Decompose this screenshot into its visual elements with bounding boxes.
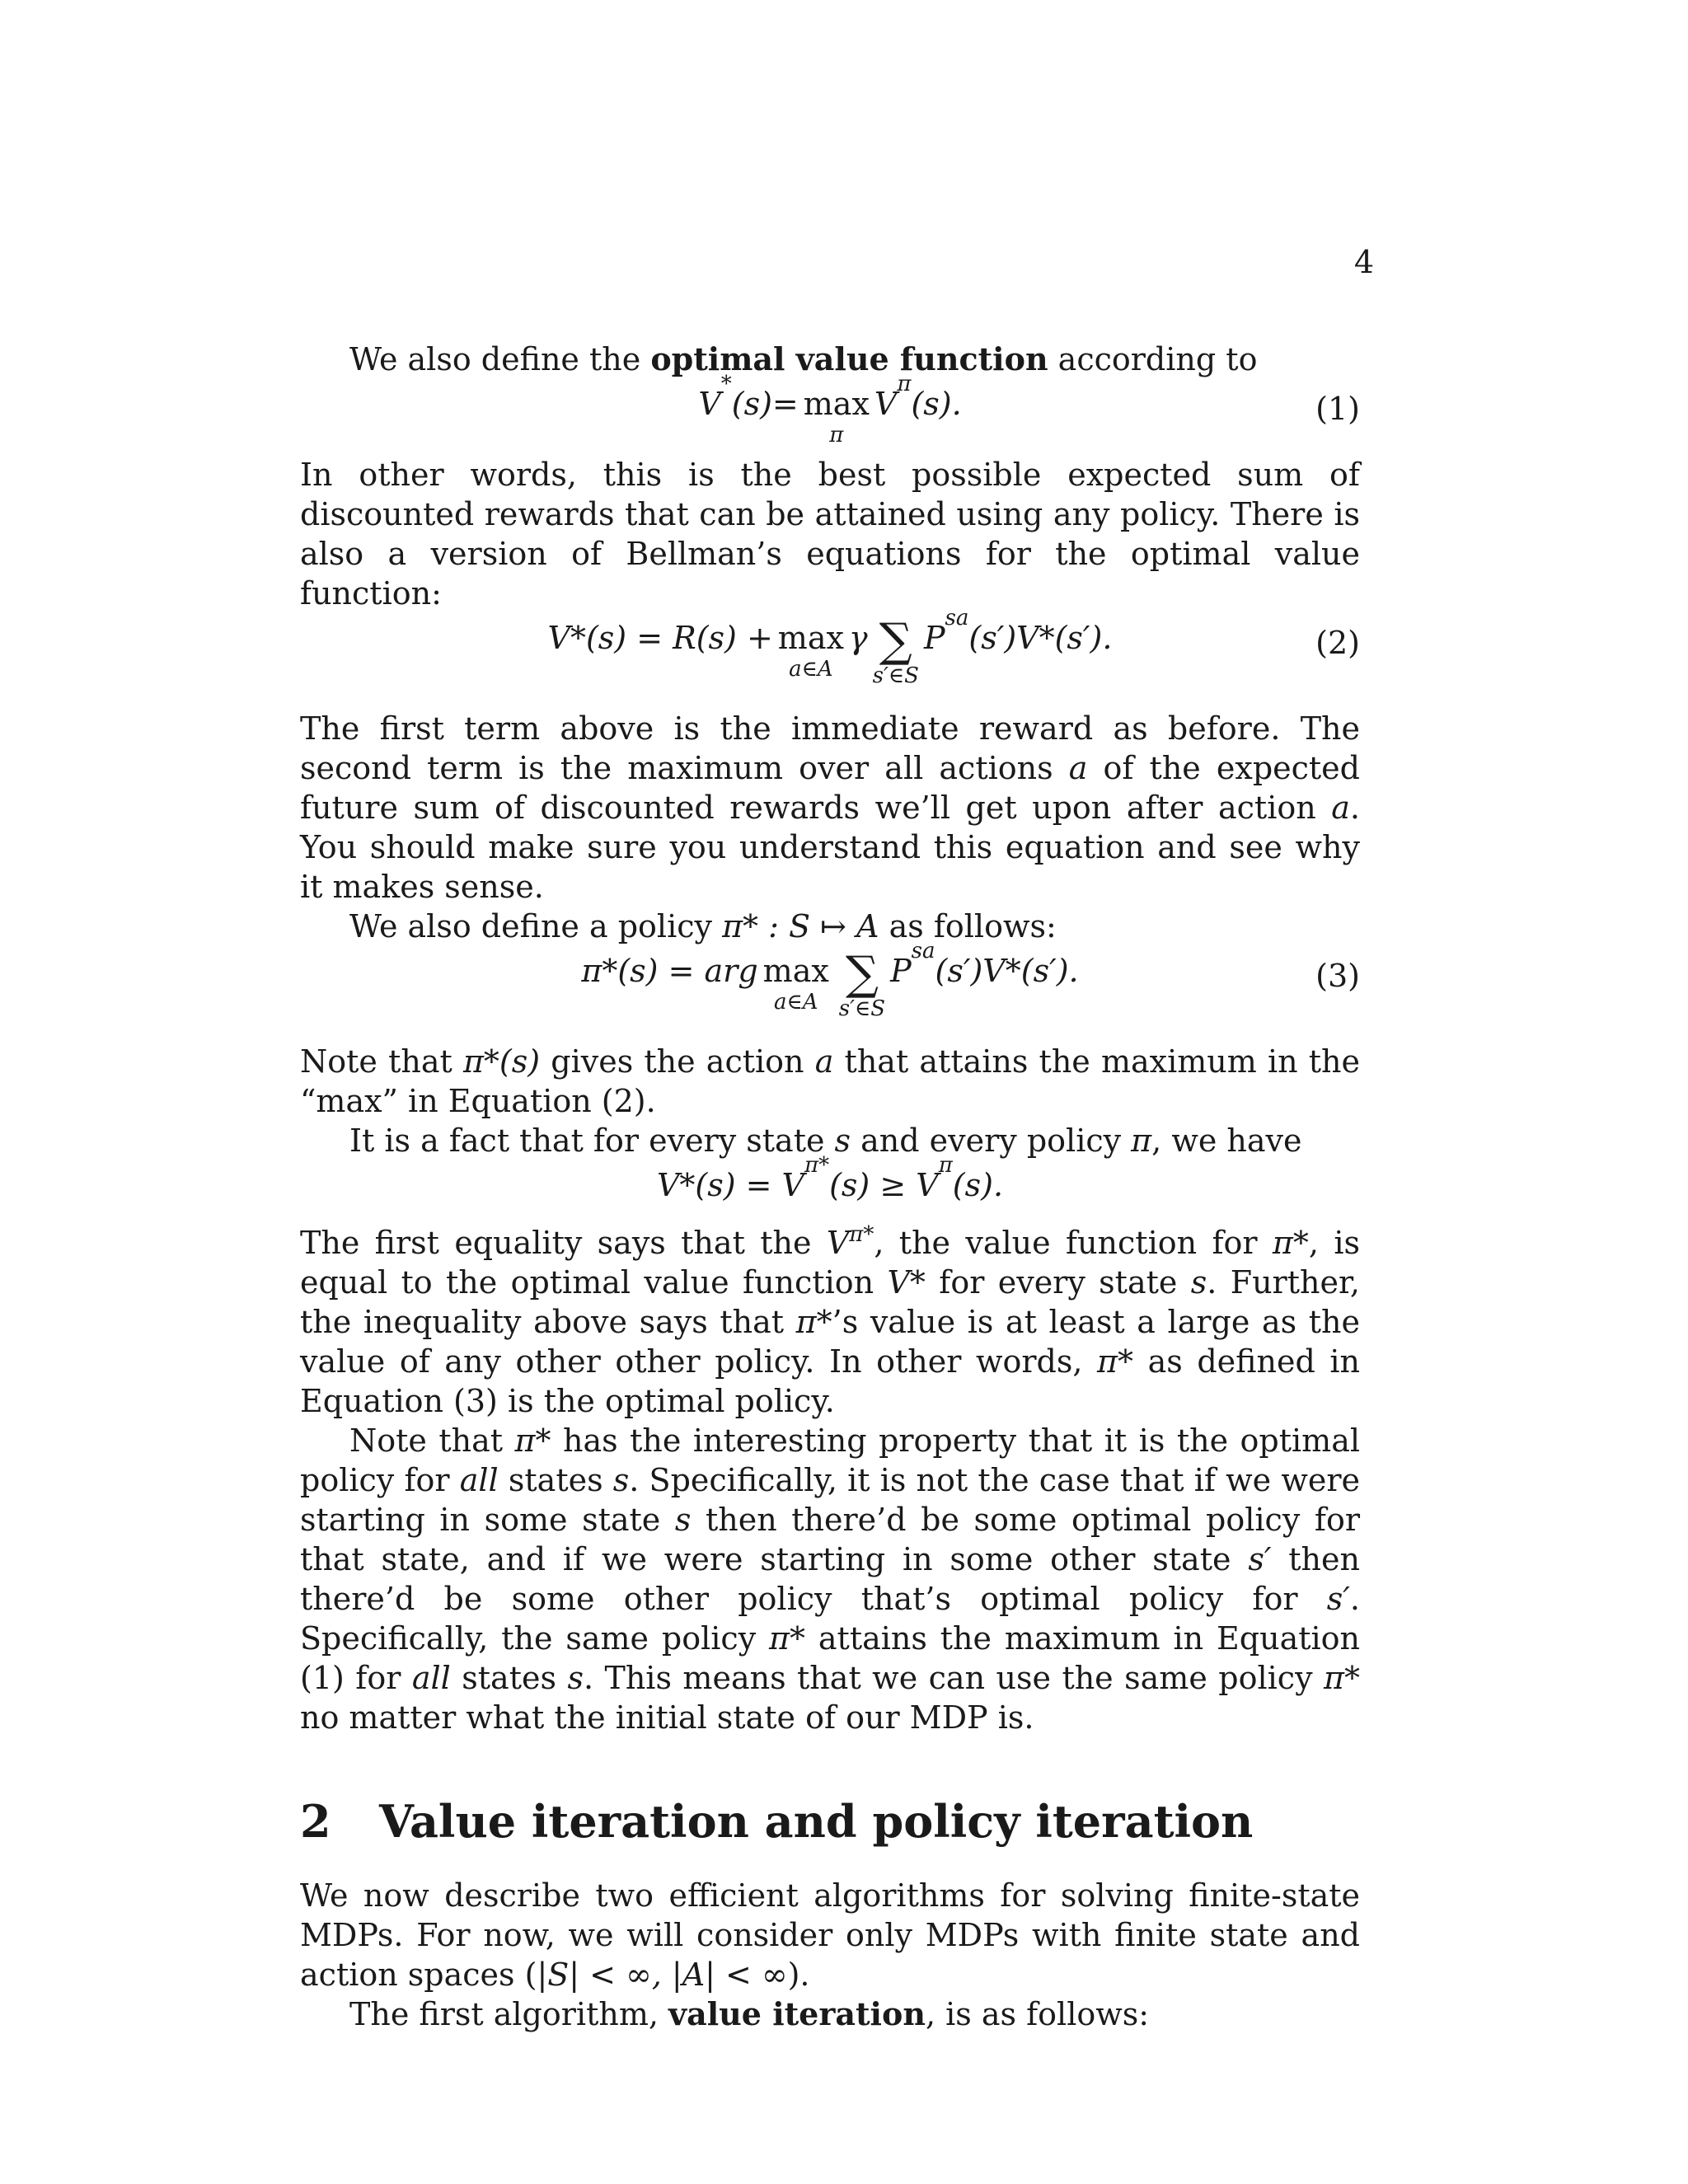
section-number: 2	[300, 1795, 331, 1848]
equation-number-3: (3)	[1315, 958, 1360, 994]
paragraph-algorithms-intro: We now describe two efficient algorithms for solving finite-state MDPs. For now, we will consider only MDPs with finite state and action spaces (|S| < ∞, |A| < ∞).	[300, 1877, 1360, 1993]
equation-3: π*(s) = arg max a∈A ∑ s′∈S P sa (s′)V*(s′). (3)	[581, 939, 1360, 1021]
term-optimal-value-function: optimal value function	[650, 340, 1048, 377]
section-title: Value iteration and policy iteration	[379, 1795, 1254, 1848]
term-value-iteration: value iteration	[668, 1995, 926, 2032]
equation-inequality: V*(s) = V π* (s) ≥ V π (s).	[656, 1153, 1004, 1203]
paragraph-note-action: Note that π*(s) gives the action a that attains the maximum in the “max” in Equation (2).	[300, 1043, 1361, 1119]
paragraph-bellman-intro: In other words, this is the best possible expected sum of discounted rewards that can be attained using any policy. There is also a version of Bellman’s equations for the optimal value function:	[300, 457, 1360, 612]
section-heading	[300, 1795, 1360, 1848]
page-number: 4	[1353, 244, 1374, 280]
paragraph-policy-def: We also define a policy π* : S ↦ A as follows:	[349, 908, 1057, 944]
paragraph-optimal-all-states: Note that π* has the interesting property that it is the optimal policy for all states s. Specifically, it is not the case that if we were starting in some state s then there’d be some optimal policy for that state, and if we were starting in some other state s′ then there’d be some other policy that’s optimal policy for s′. Specifically, the same policy π* attains the maximum in Equation (1) for all states s. This means that we can use the same policy π* no matter what the initial state of our MDP is.	[300, 1422, 1361, 1736]
equation-1: V * (s) = max π V π (s). (1)	[698, 372, 1360, 448]
paragraph-first-term: The first term above is the immediate reward as before. The second term is the maximum over all actions a of the expected future sum of discounted rewards we’ll get upon after action a. You should make sure you understand this equation and see why it makes sense.	[300, 710, 1360, 905]
paragraph-optimal-value-def: We also define the optimal value function according to	[349, 340, 1258, 377]
paragraph-equality-explained: The first equality says that the $V^{\pi*}$, the value function for π*, is equal to the optimal value function V* for every state s. Further, the inequality above says that π*’s value is at least a large as the value of any other other policy. In other words, π* as defined in Equation (3) is the optimal policy.	[300, 1222, 1361, 1419]
equation-number-1: (1)	[1315, 391, 1360, 427]
paragraph-value-iteration: The first algorithm, value iteration, is as follows:	[349, 1995, 1150, 2032]
equation-number-2: (2)	[1315, 625, 1360, 661]
body-text	[300, 340, 1360, 2034]
equation-2: V*(s) = R(s) + max a∈A γ ∑ s′∈S P sa (s′)V*(s′). (2)	[547, 606, 1360, 688]
paragraph-fact: It is a fact that for every state s and every policy π, we have	[349, 1122, 1302, 1159]
